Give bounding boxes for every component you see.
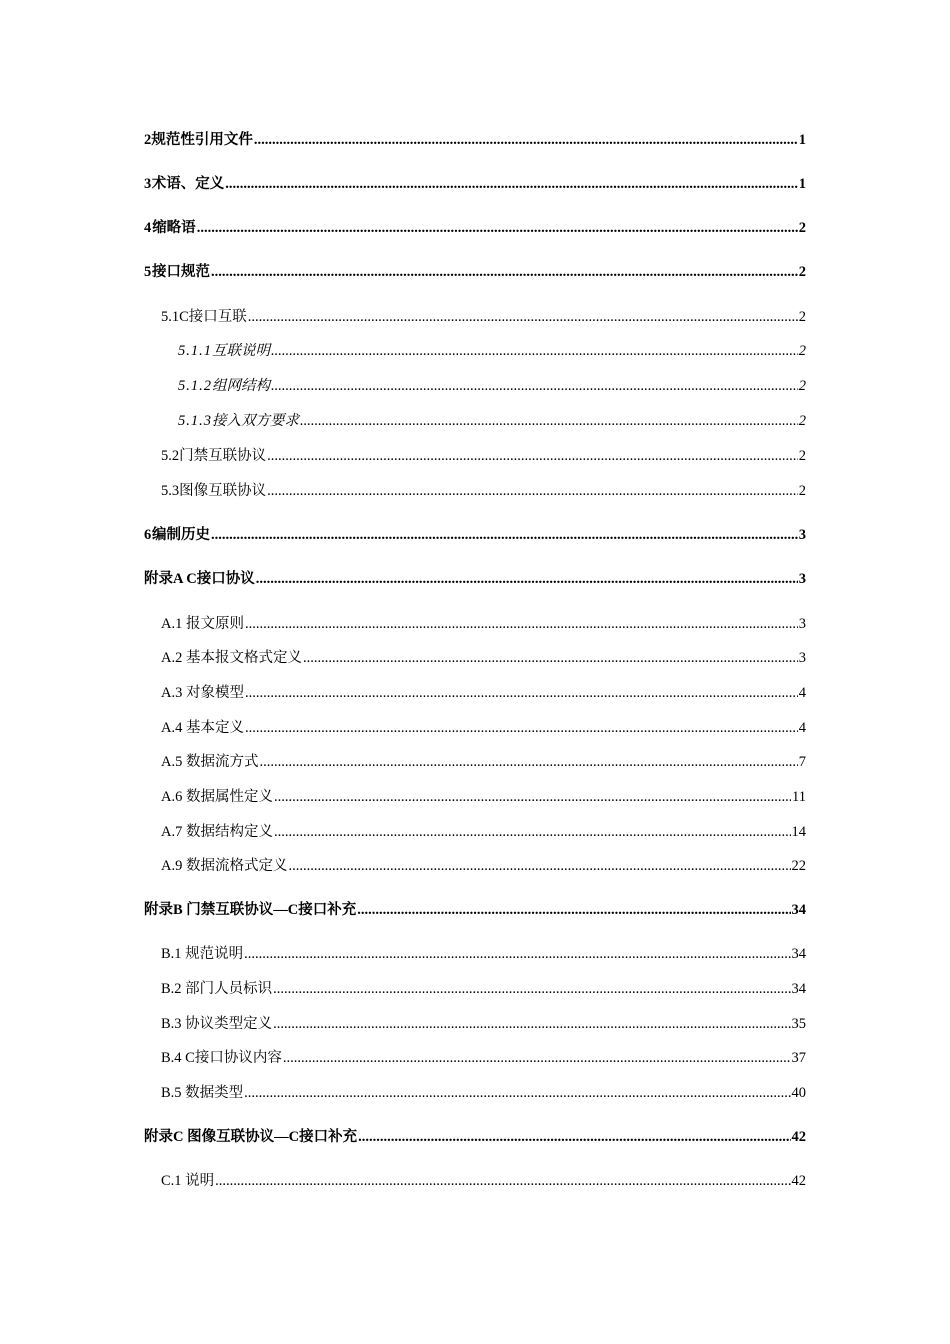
toc-number: 3 <box>144 176 152 192</box>
toc-entry[interactable] <box>161 1169 806 1190</box>
toc-page-number: 14 <box>791 824 806 840</box>
toc-number: 5 <box>144 264 152 280</box>
toc-title: A.1 报文原则 <box>161 616 244 632</box>
toc-title: B.5 数据类型 <box>161 1085 244 1101</box>
toc-title: A.7 数据结构定义 <box>161 824 273 840</box>
toc-page-number: 40 <box>791 1085 806 1101</box>
toc-entry[interactable] <box>161 942 806 963</box>
dot-leader <box>225 176 797 193</box>
toc-page-number: 2 <box>798 483 806 499</box>
toc-entry[interactable] <box>161 820 806 841</box>
toc-number: 5.1 <box>161 309 180 325</box>
toc-page-number: 2 <box>798 309 806 325</box>
toc-entry[interactable] <box>161 1012 806 1033</box>
toc-number: 2 <box>144 132 152 148</box>
toc-page-number: 4 <box>798 685 806 701</box>
toc-number: 4 <box>144 220 152 236</box>
toc-page-number: 3 <box>798 650 806 666</box>
toc-entry[interactable] <box>161 716 806 737</box>
toc-page-number: 22 <box>791 858 806 874</box>
toc-entry[interactable] <box>161 1081 806 1102</box>
toc-page-number: 11 <box>792 789 806 805</box>
toc-entry[interactable] <box>161 785 806 806</box>
toc-entry[interactable] <box>144 523 806 544</box>
dot-leader <box>245 685 798 702</box>
dot-leader <box>358 1129 790 1146</box>
toc-entry[interactable] <box>144 128 806 149</box>
dot-leader <box>259 754 797 771</box>
toc-entry[interactable] <box>144 260 806 281</box>
toc-number: 5.1.3 <box>178 413 212 429</box>
toc-entry[interactable] <box>178 374 806 395</box>
toc-title: 组网结构 <box>212 378 270 394</box>
toc-page-number: 2 <box>798 220 806 236</box>
dot-leader <box>244 1085 790 1102</box>
toc-title: C.1 说明 <box>161 1173 215 1189</box>
toc-page-number: 34 <box>791 981 806 997</box>
toc-page-number: 42 <box>791 1173 806 1189</box>
dot-leader <box>248 309 798 326</box>
toc-title: A.6 数据属性定义 <box>161 789 273 805</box>
toc-title: 门禁互联协议 <box>179 448 267 464</box>
toc-title: A.4 基本定义 <box>161 720 244 736</box>
dot-leader <box>254 132 798 149</box>
toc-title: B.1 规范说明 <box>161 946 244 962</box>
toc-title: 术语、定义 <box>151 176 225 192</box>
toc-title: 接入双方要求 <box>212 413 299 429</box>
toc-page-number: 2 <box>798 448 806 464</box>
toc-entry[interactable] <box>144 216 806 237</box>
toc-number: 5.1.2 <box>178 378 212 394</box>
toc-number: 5.3 <box>161 483 180 499</box>
toc-entry[interactable] <box>161 750 806 771</box>
toc-page-number: 34 <box>791 946 806 962</box>
toc-page-number: 3 <box>798 527 806 543</box>
toc-title: A.5 数据流方式 <box>161 754 259 770</box>
dot-leader <box>273 1016 790 1033</box>
dot-leader <box>273 981 790 998</box>
toc-entry[interactable] <box>144 172 806 193</box>
toc-entry[interactable] <box>161 977 806 998</box>
dot-leader <box>288 858 790 875</box>
toc-page-number: 2 <box>798 343 806 359</box>
dot-leader <box>197 220 798 237</box>
toc-page-number: 2 <box>798 413 806 429</box>
toc-title: 附录B 门禁互联协议—C接口补充 <box>144 902 357 918</box>
toc-title: A.2 基本报文格式定义 <box>161 650 302 666</box>
toc-page-number: 2 <box>798 378 806 394</box>
toc-entry[interactable] <box>161 854 806 875</box>
toc-title: B.4 C接口协议内容 <box>161 1050 282 1066</box>
toc-page-number: 7 <box>798 754 806 770</box>
toc-entry[interactable] <box>161 305 806 326</box>
toc-entry[interactable] <box>161 681 806 702</box>
toc-entry[interactable] <box>161 479 806 500</box>
toc-title: 规范性引用文件 <box>151 132 253 148</box>
toc-entry[interactable] <box>161 444 806 465</box>
dot-leader <box>271 343 798 360</box>
dot-leader <box>267 483 798 500</box>
toc-title: 互联说明 <box>212 343 270 359</box>
toc-entry[interactable] <box>178 409 806 430</box>
dot-leader <box>303 650 798 667</box>
dot-leader <box>245 616 798 633</box>
toc-page-number: 37 <box>791 1050 806 1066</box>
toc-entry[interactable] <box>161 646 806 667</box>
toc-title: 附录A C接口协议 <box>144 571 255 587</box>
dot-leader <box>271 378 798 395</box>
dot-leader <box>256 571 798 588</box>
dot-leader <box>274 824 791 841</box>
toc-entry[interactable] <box>144 567 806 588</box>
toc-title: A.9 数据流格式定义 <box>161 858 288 874</box>
toc-page-number: 34 <box>791 902 806 918</box>
dot-leader <box>283 1050 791 1067</box>
toc-number: 5.2 <box>161 448 180 464</box>
toc-page-number: 42 <box>791 1129 806 1145</box>
dot-leader <box>244 946 790 963</box>
toc-page-number: 3 <box>798 616 806 632</box>
toc-title: 附录C 图像互联协议—C接口补充 <box>144 1129 358 1145</box>
toc-page-number: 1 <box>798 132 806 148</box>
toc-page-number: 3 <box>798 571 806 587</box>
dot-leader <box>211 264 798 281</box>
toc-number: 5.1.1 <box>178 343 212 359</box>
toc-entry[interactable] <box>144 1125 806 1146</box>
toc-page-number: 35 <box>791 1016 806 1032</box>
toc-title: 图像互联协议 <box>179 483 267 499</box>
toc-entry[interactable] <box>161 1046 806 1067</box>
toc-title: B.3 协议类型定义 <box>161 1016 273 1032</box>
toc-entry[interactable] <box>144 898 806 919</box>
toc-title: 接口规范 <box>152 264 210 280</box>
toc-number: 6 <box>144 527 152 543</box>
dot-leader <box>211 527 798 544</box>
toc-title: A.3 对象模型 <box>161 685 244 701</box>
dot-leader <box>300 413 798 430</box>
toc-page-number: 1 <box>798 176 806 192</box>
dot-leader <box>274 789 791 806</box>
toc-page-number: 2 <box>798 264 806 280</box>
toc-entry[interactable] <box>161 612 806 633</box>
dot-leader <box>215 1173 790 1190</box>
dot-leader <box>267 448 798 465</box>
toc-title: C接口互联 <box>179 309 247 325</box>
toc-entry[interactable] <box>178 339 806 360</box>
toc-title: 缩略语 <box>152 220 196 236</box>
dot-leader <box>245 720 798 737</box>
toc-title: 编制历史 <box>152 527 210 543</box>
toc-page-number: 4 <box>798 720 806 736</box>
dot-leader <box>357 902 790 919</box>
toc-title: B.2 部门人员标识 <box>161 981 273 997</box>
